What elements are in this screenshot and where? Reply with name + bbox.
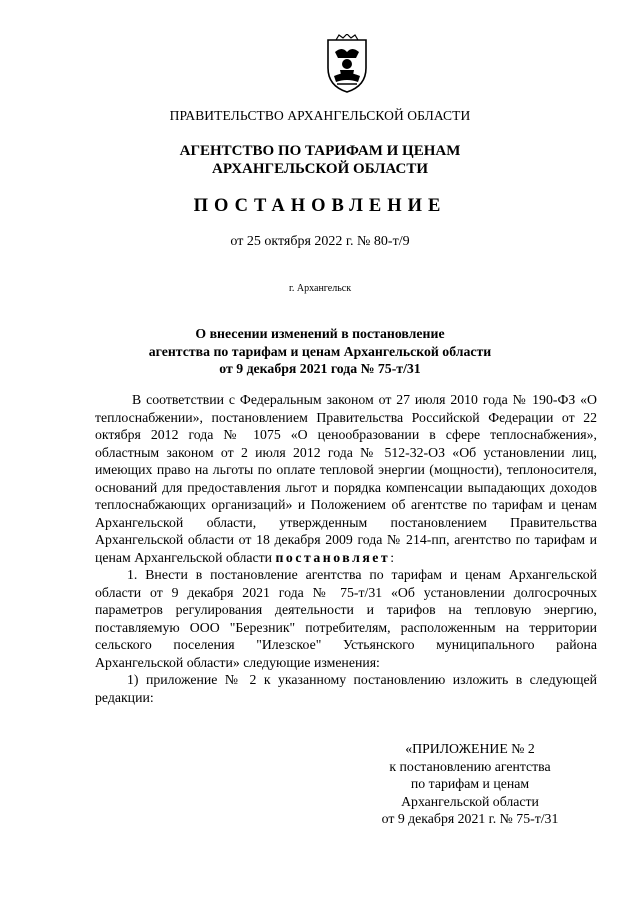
document-body: [95, 391, 597, 706]
appendix-line2: к постановлению агентства: [389, 758, 551, 774]
subject-line1: О внесении изменений в постановление: [195, 326, 445, 341]
document-date-number: от 25 октября 2022 г. № 80-т/9: [230, 234, 410, 249]
body-paragraph-2: 1. Внести в постановление агентства по тарифам и ценам Архангельской области от 9 декабря 2021 года № 75-т/31 «Об установлении долгосрочных параметров регулирования деятельности и тарифов на тепловую энергию, поставляемую ООО "Березник" потребителям, расположенным на территории сельского поселения "Илезское" Устьянского муниципального района Архангельской области» следующие изменения:: [95, 567, 597, 670]
appendix-line4: Архангельской области: [401, 793, 539, 809]
document-city: г. Архангельск: [288, 283, 352, 294]
appendix-line5: от 9 декабря 2021 г. № 75-т/31: [381, 811, 559, 826]
appendix-line3: по тарифам и ценам: [410, 776, 530, 791]
coat-of-arms-icon: [322, 34, 372, 94]
agency-name: [0, 142, 640, 178]
appendix-heading: [340, 740, 600, 828]
body-paragraph-3: 1) приложение № 2 к указанному постановлению изложить в следующей редакции:: [95, 672, 597, 705]
subject-line3: от 9 декабря 2021 года № 75-т/31: [219, 361, 421, 376]
agency-name-line1: АГЕНТСТВО ПО ТАРИФАМ И ЦЕНАМ: [179, 143, 461, 159]
document-subject: [0, 325, 640, 378]
body-paragraph-1: [95, 391, 597, 566]
document-type-title: ПОСТАНОВЛЕНИЕ: [193, 196, 447, 216]
decree-word: постановляет: [275, 549, 391, 565]
paragraph-1-end: :: [390, 549, 395, 565]
paragraph-1-text: В соответствии с Федеральным законом от 27 июля 2010 года № 190-ФЗ «О теплоснабжении», постановлением Правительства Российской Федерации от 22 октября 2012 года № 1075 «О ценообразовании в сфере теплоснабжения», областным законом от 2 июля 2012 года № 512-32-ОЗ «Об установлении лиц, имеющих право на льготы по оплате тепловой энергии (мощности), теплоносителя, оснований для предоставления льгот и порядка компенсации выпадающих доходов теплоснабжающих организаций» и Положением об агентстве по тарифам и ценам Архангельской области, утвержденным постановлением Правительства Архангельской области от 18 декабря 2009 года № 214-пп, агентство по тарифам и ценам Архангельской области: [95, 392, 597, 565]
government-name: ПРАВИТЕЛЬСТВО АРХАНГЕЛЬСКОЙ ОБЛАСТИ: [169, 108, 471, 123]
agency-name-line2: АРХАНГЕЛЬСКОЙ ОБЛАСТИ: [212, 161, 428, 177]
subject-line2: агентства по тарифам и ценам Архангельской области: [148, 343, 492, 359]
appendix-line1: «ПРИЛОЖЕНИЕ № 2: [405, 741, 535, 756]
